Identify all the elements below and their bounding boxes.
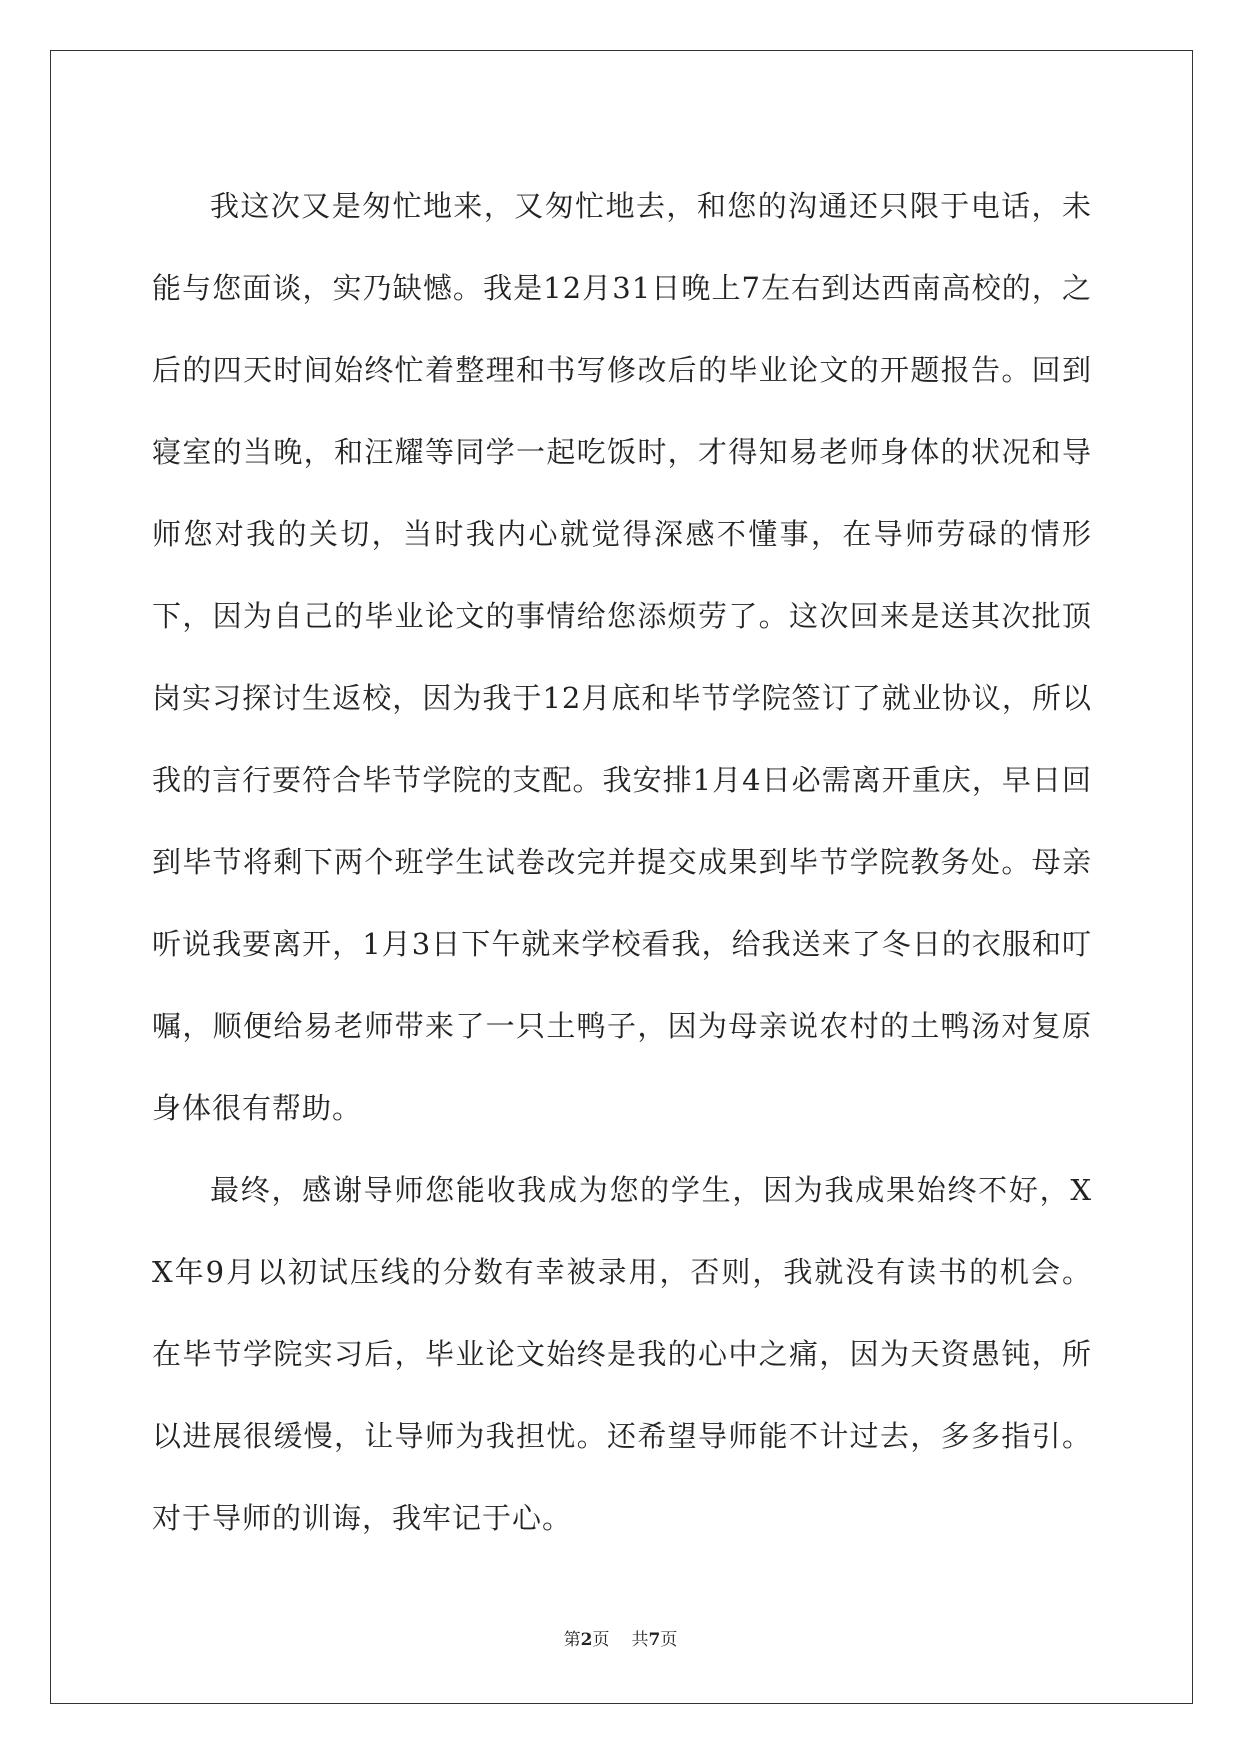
footer-page-prefix: 第 [563,1630,581,1650]
footer-page-total: 7 [648,1630,661,1650]
footer-page-suffix: 页 [592,1630,610,1650]
paragraph-1: 我这次又是匆忙地来，又匆忙地去，和您的沟通还只限于电话，未能与您面谈，实乃缺憾。我是12月31日晚上7左右到达西南高校的，之后的四天时间始终忙着整理和书写修改后的毕业论文的开题报告。回到寝室的当晚，和汪耀等同学一起吃饭时，才得知易老师身体的状况和导师您对我的关切，当时我内心就觉得深感不懂事，在导师劳碌的情形下，因为自己的毕业论文的事情给您添烦劳了。这次回来是送其次批顶岗实习探讨生返校，因为我于12月底和毕节学院签订了就业协议，所以我的言行要符合毕节学院的支配。我安排1月4日必需离开重庆，早日回到毕节将剩下两个班学生试卷改完并提交成果到毕节学院教务处。母亲听说我要离开，1月3日下午就来学校看我，给我送来了冬日的衣服和叮嘱，顺便给易老师带来了一只土鸭子，因为母亲说农村的土鸭汤对复原身体很有帮助。 [152,189,1092,1125]
paragraph-2: 最终，感谢导师您能收我成为您的学生，因为我成果始终不好，XX年9月以初试压线的分数有幸被录用，否则，我就没有读书的机会。在毕节学院实习后，毕业论文始终是我的心中之痛，因为天资愚钝，所以进展很缓慢，让导师为我担忧。还希望导师能不计过去，多多指引。对于导师的训诲，我牢记于心。 [152,1173,1092,1535]
page-footer [0,1625,1241,1650]
footer-total-suffix: 页 [660,1630,678,1650]
footer-page-current: 2 [580,1630,593,1650]
document-body [152,165,1092,1559]
footer-total-prefix: 共 [631,1630,649,1650]
